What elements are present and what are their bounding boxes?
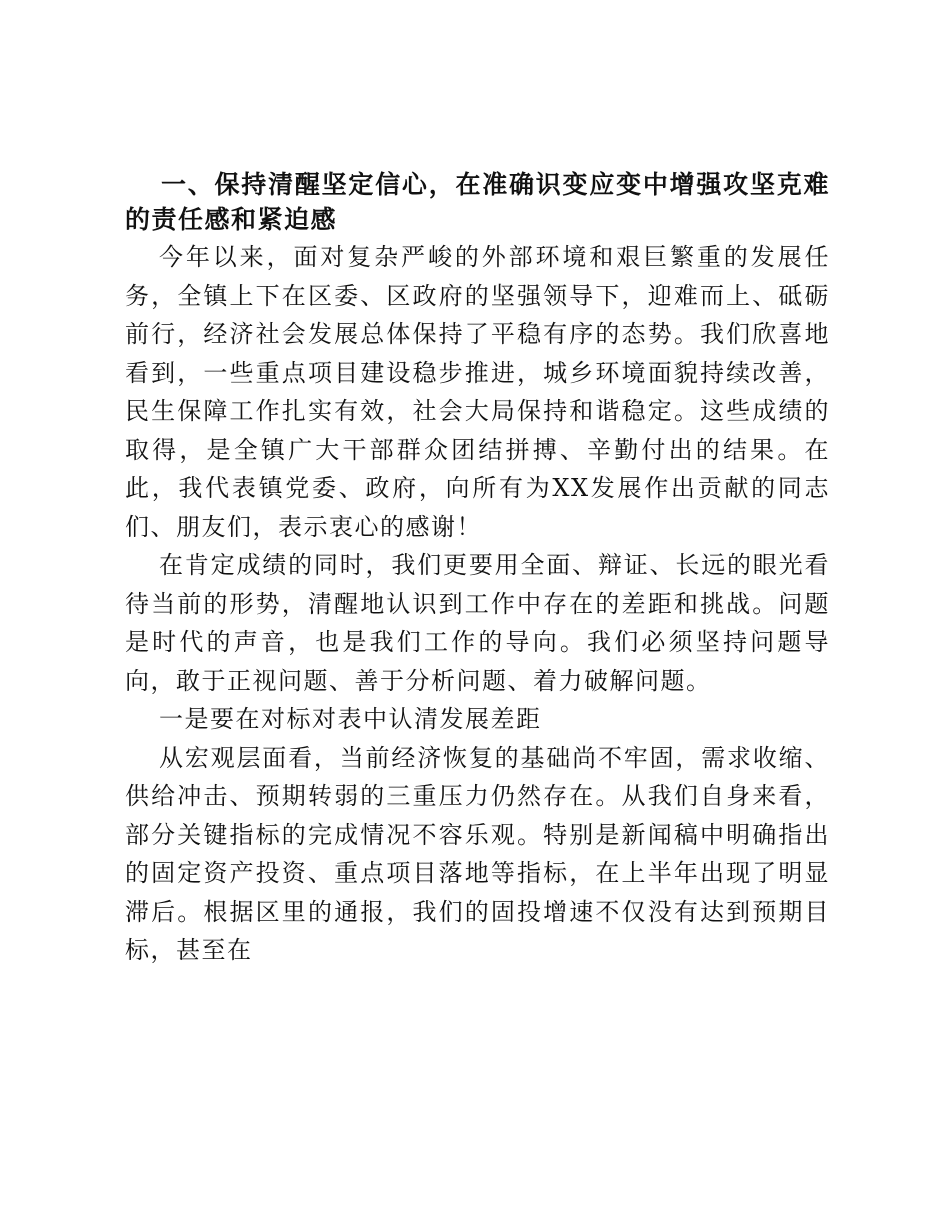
paragraph-challenges: 在肯定成绩的同时，我们更要用全面、辩证、长远的眼光看待当前的形势，清醒地认识到工作中存在的差距和挑战。问题是时代的声音，也是我们工作的导向。我们必须坚持问题导向，敢于正视问题、善于分析问题、着力破解问题。: [125, 551, 830, 695]
document-body: [125, 167, 830, 970]
paragraph-macro: 从宏观层面看，当前经济恢复的基础尚不牢固，需求收缩、供给冲击、预期转弱的三重压力仍然存在。从我们自身来看，部分关键指标的完成情况不容乐观。特别是新闻稿中明确指出的固定资产投资、重点项目落地等指标，在上半年出现了明显滞后。根据区里的通报，我们的固投增速不仅没有达到预期目标，甚至在: [125, 743, 830, 964]
section-heading: 一、保持清醒坚定信心，在准确识变应变中增强攻坚克难的责任感和紧迫感: [125, 170, 830, 234]
subheading-gap: 一是要在对标对表中认清发展差距: [159, 705, 542, 733]
paragraph-achievements: 今年以来，面对复杂严峻的外部环境和艰巨繁重的发展任务，全镇上下在区委、区政府的坚强领导下，迎难而上、砥砺前行，经济社会发展总体保持了平稳有序的态势。我们欣喜地看到，一些重点项目建设稳步推进，城乡环境面貌持续改善，民生保障工作扎实有效，社会大局保持和谐稳定。这些成绩的取得，是全镇广大干部群众团结拼搏、辛勤付出的结果。在此，我代表镇党委、政府，向所有为XX发展作出贡献的同志们、朋友们，表示衷心的感谢！: [125, 243, 830, 541]
